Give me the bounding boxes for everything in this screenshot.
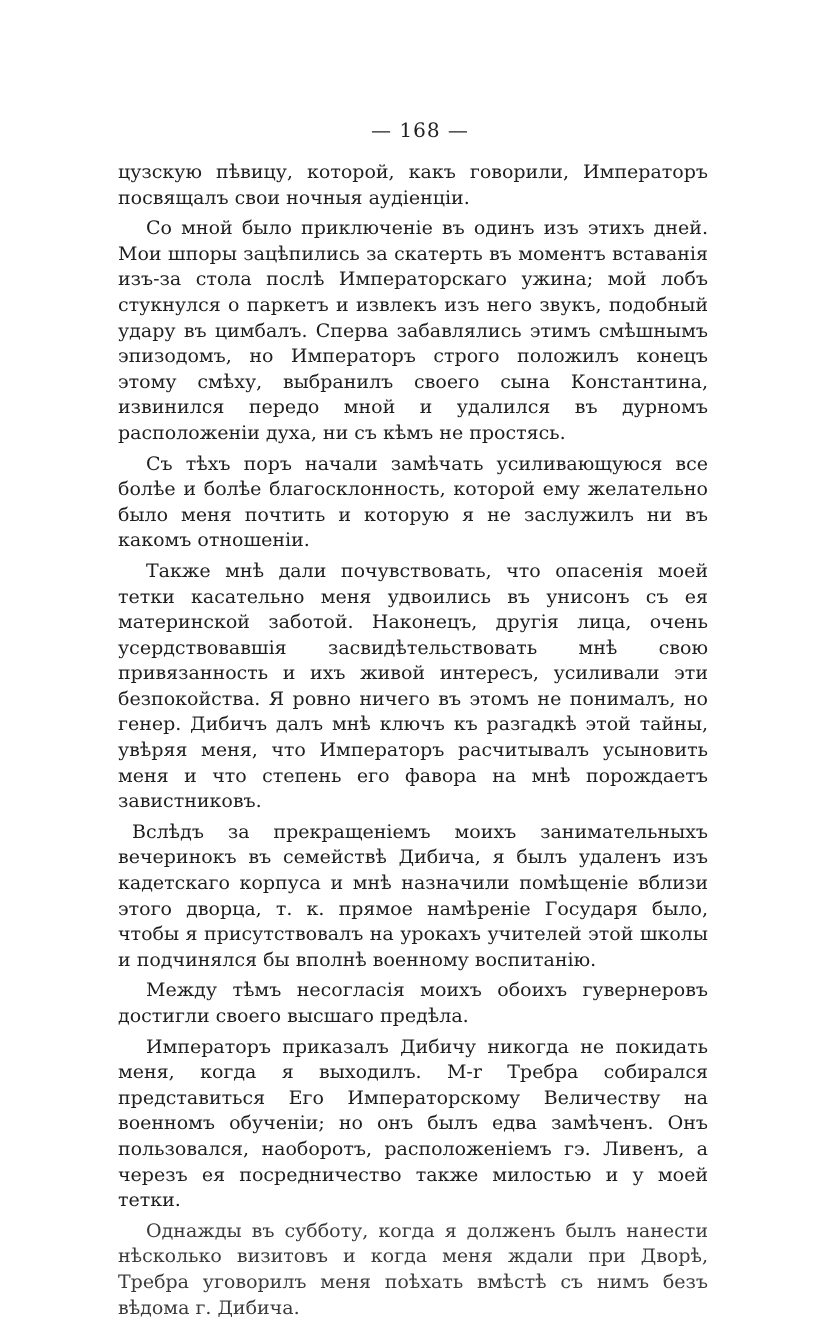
paragraph-continuation: цузскую пѣвицу, которой, какъ говорили, Императоръ посвящалъ свои ночныя аудіенціи. bbox=[118, 161, 708, 209]
paragraph: Вслѣдъ за прекращеніемъ моихъ занимательныхъ вечеринокъ въ семействѣ Дибича, я былъ удаленъ изъ кадетскаго корпуса и мнѣ назначили помѣщеніе вблизи этого дворца, т. к. прямое намѣреніе Государя было, чтобы я присутствовалъ на урокахъ учителей этой школы и подчинялся бы вполнѣ военному воспитанію. bbox=[118, 820, 708, 971]
paragraph: Также мнѣ дали почувствовать, что опасенія моей тетки касательно меня удвоились въ унисонъ съ ея материнской заботой. Наконецъ, другія лица, очень усердствовавшія засвидѣтельствовать мнѣ свою привязанность и ихъ живой интересъ, усиливали эти безпокойства. Я ровно ничего въ этомъ не понималъ, но генер. Дибичъ далъ мнѣ ключъ къ разгадкѣ этой тайны, увѣряя меня, что Императоръ расчитывалъ усыновить меня и что степень его фавора на мнѣ порождаетъ завистниковъ. bbox=[118, 559, 708, 813]
paragraph: Съ тѣхъ поръ начали замѣчать усиливающуюся все болѣе и болѣе благосклонность, которой ему желательно было меня почтить и которую я не заслужилъ ни въ какомъ отношеніи. bbox=[118, 452, 708, 552]
paragraph: Со мной было приключеніе въ одинъ изъ этихъ дней. Мои шпоры зацѣпились за скатерть въ моментъ вставанія изъ-за стола послѣ Императорскаго ужина; мой лобъ стукнулся о паркетъ и извлекъ изъ него звукъ, подобный удару въ цимбалъ. Сперва забавлялись этимъ смѣшнымъ эпизодомъ, но Императоръ строго положилъ конецъ этому смѣху, выбранилъ своего сына Константина, извинился передо мной и удалился въ дурномъ расположеніи духа, ни съ кѣмъ не простясь. bbox=[118, 217, 708, 444]
page-number: — 168 — bbox=[371, 118, 469, 142]
paragraph: Императоръ приказалъ Дибичу никогда не покидать меня, когда я выходилъ. М-r Требра собирался представиться Его Императорскому Величеству на военномъ обученіи; но онъ былъ едва замѣченъ. Онъ пользовался, наоборотъ, расположеніемъ гэ. Ливенъ, а черезъ ея посредничество также милостью и у моей тетки. bbox=[118, 1035, 708, 1212]
paragraph: Между тѣмъ несогласія моихъ обоихъ гувернеровъ достигли своего высшаго предѣла. bbox=[118, 979, 708, 1027]
body-text bbox=[118, 160, 708, 1326]
paragraph: Однажды въ субботу, когда я долженъ былъ нанести нѣсколько визитовъ и когда меня ждали при Дворѣ, Требра уговорилъ меня поѣхать вмѣстѣ съ нимъ безъ вѣдома г. Дибича. bbox=[118, 1219, 708, 1319]
